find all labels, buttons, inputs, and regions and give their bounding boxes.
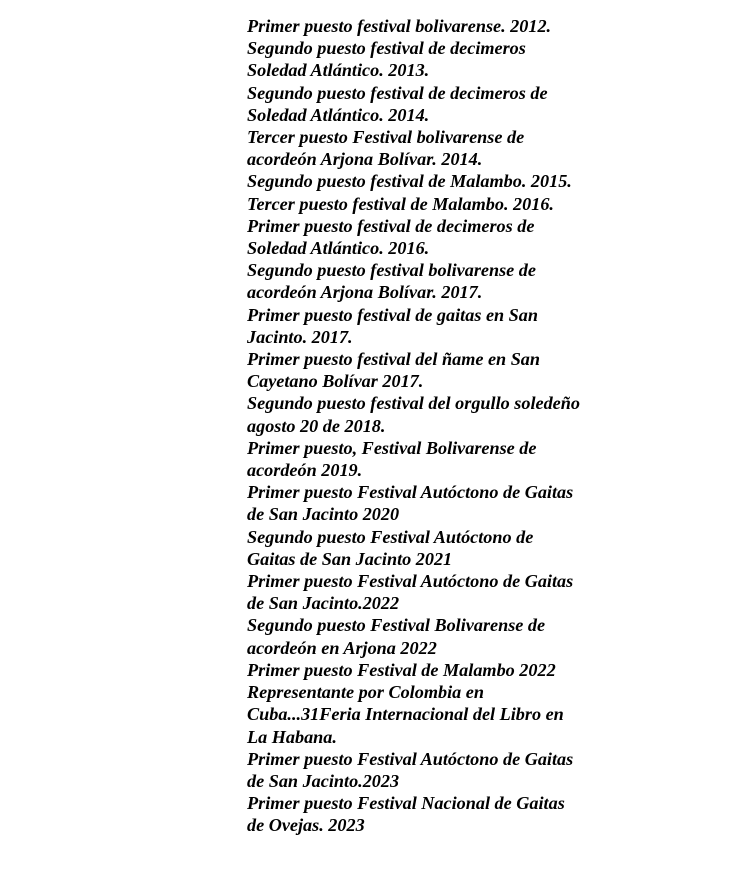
award-text-line: de San Jacinto.2022: [247, 593, 400, 614]
award-text-line: Primer puesto Festival Nacional de Gaitas: [247, 793, 565, 814]
award-text-line: Representante por Colombia en: [247, 682, 484, 703]
award-entry: [247, 570, 607, 614]
award-text-line: Primer puesto, Festival Bolivarense de: [247, 437, 537, 458]
awards-list: [247, 15, 607, 837]
award-entry: [247, 37, 607, 81]
award-text-line: Primer puesto Festival Autóctono de Gaitas: [247, 748, 574, 769]
award-entry: [247, 792, 607, 836]
award-text-line: Primer puesto festival de gaitas en San: [247, 304, 538, 325]
award-text-line: agosto 20 de 2018.: [247, 415, 386, 436]
award-entry: [247, 681, 607, 748]
award-entry: [247, 215, 607, 259]
award-text-line: acordeón Arjona Bolívar. 2017.: [247, 282, 483, 303]
award-text-line: Tercer puesto festival de Malambo. 2016.: [247, 193, 554, 214]
award-entry: [247, 15, 607, 37]
award-entry: [247, 659, 607, 681]
award-entry: [247, 392, 607, 436]
award-entry: [247, 193, 607, 215]
award-text-line: de Ovejas. 2023: [247, 815, 365, 836]
award-entry: [247, 348, 607, 392]
award-entry: [247, 259, 607, 303]
award-entry: [247, 481, 607, 525]
award-text-line: Cayetano Bolívar 2017.: [247, 371, 424, 392]
award-entry: [247, 304, 607, 348]
award-text-line: Soledad Atlántico. 2013.: [247, 60, 430, 81]
award-entry: [247, 126, 607, 170]
award-text-line: Cuba...31Feria Internacional del Libro en: [247, 704, 564, 725]
award-text-line: acordeón Arjona Bolívar. 2014.: [247, 149, 483, 170]
award-entry: [247, 526, 607, 570]
award-text-line: Gaitas de San Jacinto 2021: [247, 548, 453, 569]
award-text-line: Segundo puesto festival de decimeros: [247, 38, 526, 59]
award-text-line: acordeón en Arjona 2022: [247, 637, 437, 658]
award-text-line: Primer puesto festival del ñame en San: [247, 349, 541, 370]
award-text-line: Segundo puesto festival del orgullo soledeño: [247, 393, 580, 414]
award-entry: [247, 170, 607, 192]
award-text-line: La Habana.: [247, 726, 337, 747]
award-text-line: acordeón 2019.: [247, 460, 363, 481]
award-text-line: Segundo puesto festival bolivarense de: [247, 260, 536, 281]
award-text-line: Primer puesto festival bolivarense. 2012.: [247, 16, 552, 36]
award-text-line: Tercer puesto Festival bolivarense de: [247, 127, 525, 148]
award-text-line: Segundo puesto festival de Malambo. 2015.: [247, 171, 572, 192]
award-text-line: de San Jacinto.2023: [247, 770, 400, 791]
award-text-line: Segundo puesto Festival Autóctono de: [247, 526, 534, 547]
award-text-line: Soledad Atlántico. 2016.: [247, 238, 430, 259]
award-entry: [247, 748, 607, 792]
award-entry: [247, 82, 607, 126]
award-text-line: Primer puesto festival de decimeros de: [247, 215, 535, 236]
award-text-line: Segundo puesto festival de decimeros de: [247, 82, 548, 103]
award-entry: [247, 437, 607, 481]
award-text-line: Soledad Atlántico. 2014.: [247, 104, 430, 125]
award-entry: [247, 614, 607, 658]
award-text-line: Primer puesto Festival Autóctono de Gaitas: [247, 482, 574, 503]
award-text-line: Jacinto. 2017.: [247, 326, 353, 347]
award-text-line: de San Jacinto 2020: [247, 504, 400, 525]
award-text-line: Segundo puesto Festival Bolivarense de: [247, 615, 546, 636]
award-text-line: Primer puesto Festival de Malambo 2022: [247, 659, 556, 680]
award-text-line: Primer puesto Festival Autóctono de Gaitas: [247, 571, 574, 592]
